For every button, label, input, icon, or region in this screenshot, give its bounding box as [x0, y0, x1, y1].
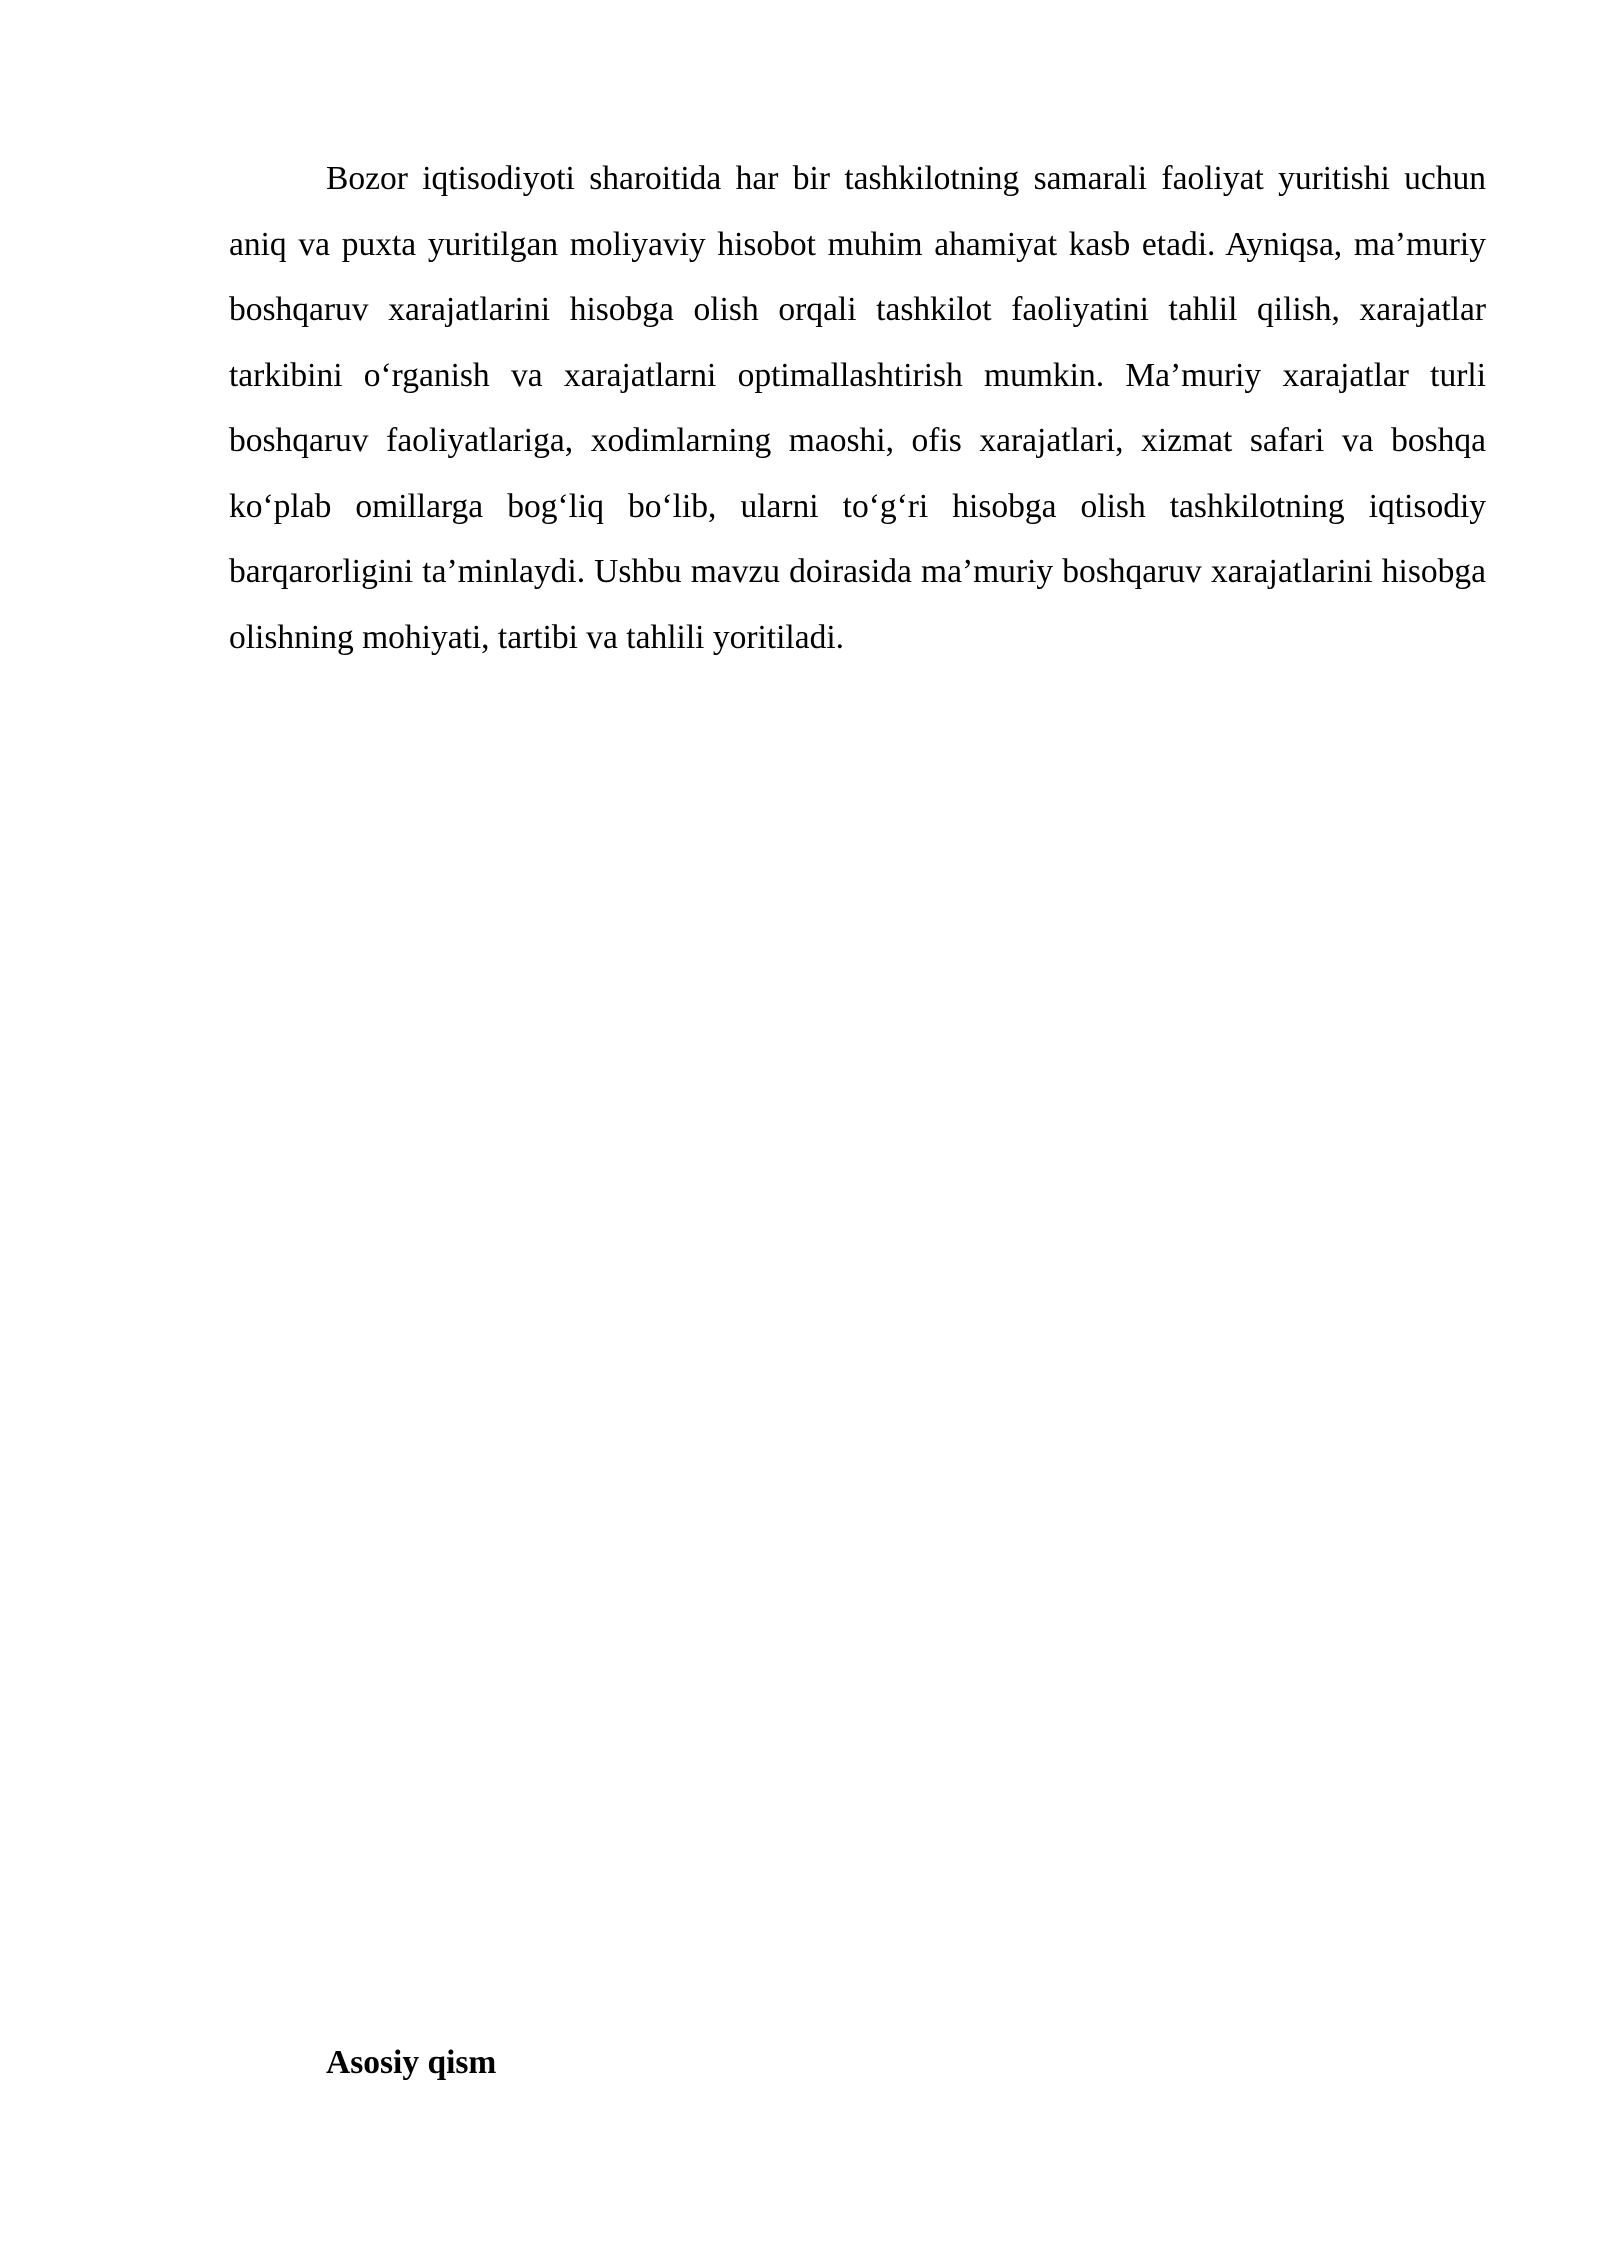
section-heading: Asosiy qism [326, 2044, 497, 2081]
intro-paragraph: Bozor iqtisodiyoti sharoitida har bir tashkilotning samarali faoliyat yuritishi uchun aniq va puxta yuritilgan moliyaviy hisobot muhim ahamiyat kasb etadi. Ayniqsa, ma’muriy boshqaruv xarajatlarini hisobga olish orqali tashkilot faoliyatini tahlil qilish, xarajatlar tarkibini o‘rganish va xarajatlarni optimallashtirish mumkin. Ma’muriy xarajatlar turli boshqaruv faoliyatlariga, xodimlarning maoshi, ofis xarajatlari, xizmat safari va boshqa ko‘plab omillarga bog‘liq bo‘lib, ularni to‘g‘ri hisobga olish tashkilotning iqtisodiy barqarorligini ta’minlaydi. Ushbu mavzu doirasida ma’muriy boshqaruv xarajatlarini hisobga olishning mohiyati, tartibi va tahlili yoritiladi. [229, 160, 1486, 656]
